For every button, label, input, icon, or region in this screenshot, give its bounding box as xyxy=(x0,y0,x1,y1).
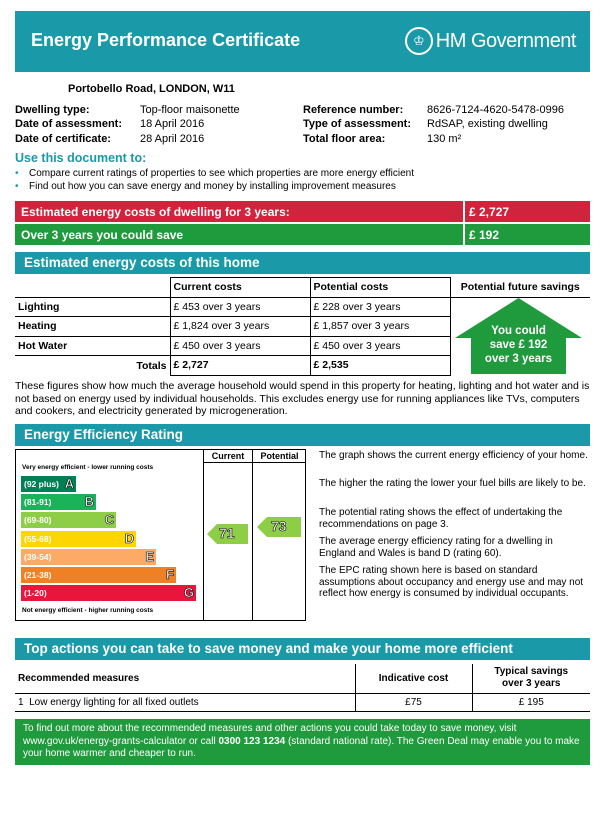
cost-cell: £75 xyxy=(355,693,472,711)
row-potential: £ 228 over 3 years xyxy=(310,297,450,317)
row-current: £ 1,824 over 3 years xyxy=(170,317,310,337)
estimated-cost-bar xyxy=(15,201,590,222)
floor-area-value: 130 m² xyxy=(427,133,462,145)
actions-table xyxy=(15,664,590,712)
blank-cell xyxy=(15,278,170,298)
rating-band-c xyxy=(21,512,116,528)
row-current: £ 450 over 3 years xyxy=(170,336,310,356)
bullet-dot: • xyxy=(15,181,19,192)
header-savings-line: over 3 years xyxy=(502,678,561,690)
column-divider xyxy=(203,450,204,620)
use-bullet xyxy=(15,168,414,179)
savings-label: Over 3 years you could save xyxy=(21,228,184,242)
band-range: (39-54) xyxy=(24,551,52,562)
arrow-text xyxy=(455,324,582,366)
row-label: Heating xyxy=(15,317,170,337)
dwelling-type-value: Top-floor maisonette xyxy=(140,104,240,116)
assessment-date-value: 18 April 2016 xyxy=(140,118,205,130)
rating-band-e xyxy=(21,549,156,565)
reference-value: 8626-7124-4620-5478-0996 xyxy=(427,104,565,116)
estimated-cost-value: £ 2,727 xyxy=(469,205,510,219)
costs-note: These figures show how much the average household would spend in this property for heating, lighting and hot water and is not based on energy used by individual households. This excludes energy use for running appliances like TVs, computers and cookers, and electricity generated by microgeneration. xyxy=(15,380,590,417)
footer-text: To find out more about the recommended measures and other actions you could take today to save money, visit www.gov.uk/energy-grants-calculator or call xyxy=(23,723,517,747)
band-range: (81-91) xyxy=(24,497,52,508)
header-bar xyxy=(15,11,590,72)
rating-paragraph: The higher the rating the lower your fuel bills are likely to be. xyxy=(319,478,586,489)
bullet-text: Find out how you can save energy and money by installing improvement measures xyxy=(29,181,396,192)
band-letter: G xyxy=(183,585,194,601)
savings-bar xyxy=(15,224,590,245)
band-range: (1-20) xyxy=(24,588,47,599)
property-address: Portobello Road, LONDON, W11 xyxy=(68,83,235,95)
total-current: £ 2,727 xyxy=(170,356,310,376)
header-savings-line: Typical savings xyxy=(494,666,569,678)
header-cost: Indicative cost xyxy=(355,664,472,693)
savings-cell: £ 195 xyxy=(472,693,590,711)
arrow-line: over 3 years xyxy=(484,353,553,365)
assessment-date-label: Date of assessment: xyxy=(15,118,122,130)
rating-chart xyxy=(15,449,306,621)
totals-label: Totals xyxy=(15,356,170,376)
bullet-text: Compare current ratings of properties to see which properties are more energy efficient xyxy=(29,168,415,179)
current-column-header: Current xyxy=(211,451,245,461)
savings-value: £ 192 xyxy=(469,228,500,242)
use-bullet xyxy=(15,181,396,192)
dwelling-type-label: Dwelling type: xyxy=(15,104,90,116)
band-letter: C xyxy=(104,512,114,528)
rating-paragraph: The graph shows the current energy efficiency of your home. xyxy=(319,450,588,461)
use-title: Use this document to: xyxy=(15,151,147,165)
potential-column-header: Potential xyxy=(260,451,299,461)
estimated-cost-label: Estimated energy costs of dwelling for 3 years: xyxy=(21,205,290,219)
band-letter: F xyxy=(166,567,174,582)
table-header-row xyxy=(15,278,590,298)
total-potential: £ 2,535 xyxy=(310,356,450,376)
costs-section-title: Estimated energy costs of this home xyxy=(15,252,590,274)
band-range: (69-80) xyxy=(24,515,52,526)
rating-section-title: Energy Efficiency Rating xyxy=(15,424,590,446)
row-current: £ 453 over 3 years xyxy=(170,297,310,317)
header-savings: Potential future savings xyxy=(450,278,590,298)
assessment-type-value: RdSAP, existing dwelling xyxy=(427,118,548,130)
header-potential: Potential costs xyxy=(310,278,450,298)
rating-band-f xyxy=(21,567,176,583)
band-range: (92 plus) xyxy=(24,479,59,489)
band-range: (21-38) xyxy=(24,570,52,580)
row-potential: £ 1,857 over 3 years xyxy=(310,317,450,337)
savings-arrow xyxy=(455,298,582,374)
arrow-line: You could xyxy=(491,325,546,337)
rating-paragraph: The EPC rating shown here is based on standard assumptions about occupancy and energy use and may not reflect how energy is consumed by individual occupants. xyxy=(319,565,584,599)
band-letter: B xyxy=(84,494,94,510)
band-letter: D xyxy=(124,530,134,546)
certificate-date-value: 28 April 2016 xyxy=(140,133,205,145)
certificate-date-label: Date of certificate: xyxy=(15,133,111,145)
footer-text: (standard national rate). The Green Deal may enable you to make your home warmer and cheaper to run. xyxy=(23,735,580,759)
row-label: Hot Water xyxy=(15,336,170,356)
hm-government-logo xyxy=(405,27,576,55)
reference-label: Reference number: xyxy=(303,104,404,116)
floor-area-label: Total floor area: xyxy=(303,133,386,145)
divider xyxy=(463,224,465,245)
crest-icon: ♔ xyxy=(405,27,433,55)
actions-section-title: Top actions you can take to save money and make your home more efficient xyxy=(15,638,590,660)
gov-name: HM Government xyxy=(435,29,576,52)
rating-band-b xyxy=(21,494,96,510)
divider xyxy=(463,201,465,222)
header-divider xyxy=(203,462,305,463)
header-savings xyxy=(472,664,590,693)
rating-band-d xyxy=(21,531,136,547)
measure-number: 1 xyxy=(18,696,24,708)
rating-paragraph: The average energy efficiency rating for a dwelling in England and Wales is band D (rating 60). xyxy=(319,536,553,559)
bottom-efficiency-label: Not energy efficient - higher running costs xyxy=(22,607,154,614)
bullet-dot: • xyxy=(15,168,19,179)
page-title: Energy Performance Certificate xyxy=(31,30,301,50)
band-range: (55-68) xyxy=(24,533,52,544)
band-letter: A xyxy=(64,476,74,491)
current-rating-value: 71 xyxy=(219,525,235,542)
potential-rating-value: 73 xyxy=(271,518,287,535)
rating-paragraph: The potential rating shows the effect of undertaking the recommendations on page 3. xyxy=(319,507,563,530)
measure-text: Low energy lighting for all fixed outlets xyxy=(29,696,199,708)
measure-cell xyxy=(15,693,355,711)
row-potential: £ 450 over 3 years xyxy=(310,336,450,356)
top-efficiency-label: Very energy efficient - lower running costs xyxy=(22,464,154,471)
footer-phone: 0300 123 1234 xyxy=(218,735,286,747)
assessment-type-label: Type of assessment: xyxy=(303,118,412,130)
header-current: Current costs xyxy=(170,278,310,298)
footer-info xyxy=(15,719,590,765)
arrow-line: save £ 192 xyxy=(489,339,548,351)
row-label: Lighting xyxy=(15,297,170,317)
table-header-row xyxy=(15,664,590,693)
current-rating-arrow xyxy=(207,524,248,544)
header-measure: Recommended measures xyxy=(15,664,355,693)
rating-band-g xyxy=(21,585,196,601)
band-letter: E xyxy=(145,548,154,564)
rating-band-a xyxy=(21,476,76,492)
table-row xyxy=(15,693,590,711)
potential-rating-arrow xyxy=(257,517,301,537)
column-divider xyxy=(252,450,253,620)
